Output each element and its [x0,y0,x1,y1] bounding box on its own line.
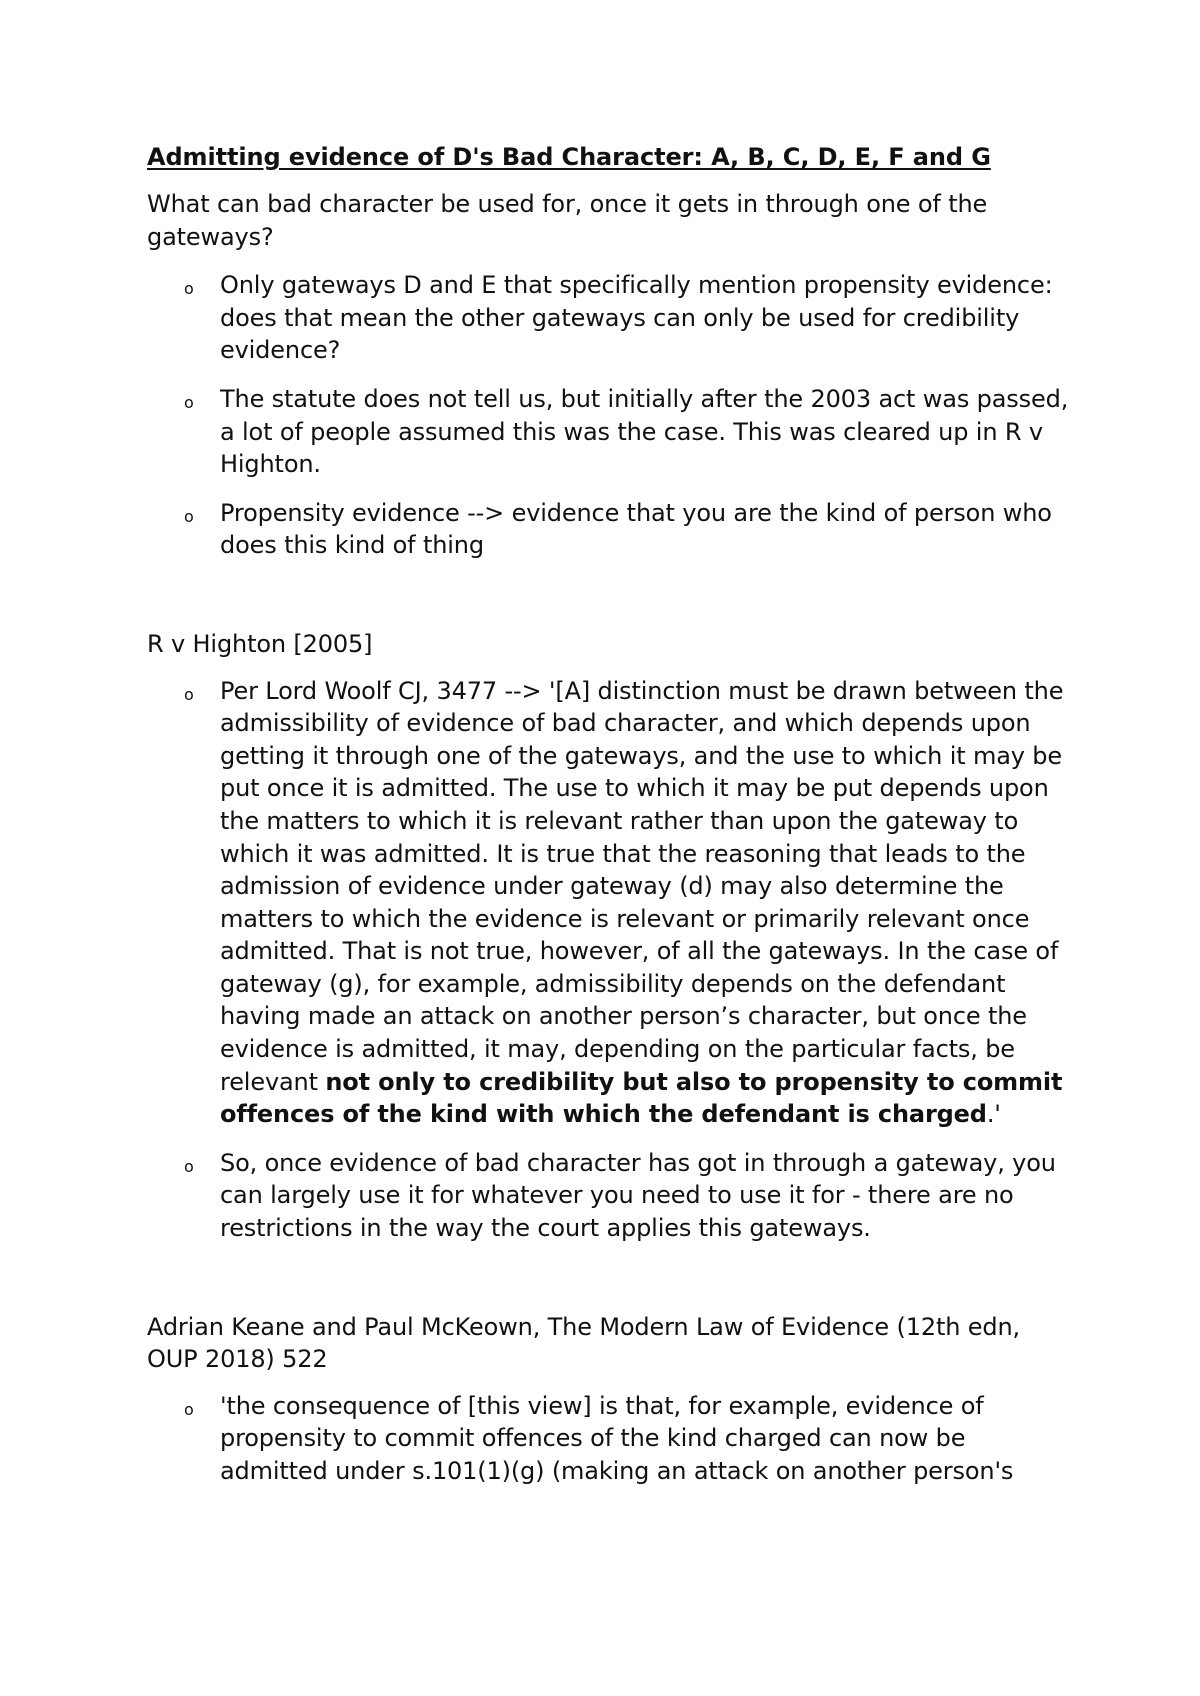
highton-bullet-list [147,675,1077,1245]
keane-bullet-list [147,1390,1077,1488]
bullet-marker-icon: o [184,279,194,299]
bullet-marker-icon: o [184,392,194,412]
quote-closing: .' [986,1100,1001,1129]
list-item-text: Only gateways D and E that specifically mention propensity evidence: does that mean the other gateways can only be used for credibility evidence? [220,271,1053,365]
list-item-text: Propensity evidence --> evidence that you are the kind of person who does this kind of thing [220,498,1052,560]
list-item [147,1147,1077,1245]
list-item [147,1390,1077,1488]
list-item [147,269,1077,367]
highton-quote [220,677,1063,1129]
highton-heading: R v Highton [2005] [147,629,373,658]
list-item [147,497,1077,562]
bullet-marker-icon: o [184,1156,194,1176]
page-title: Admitting evidence of D's Bad Character: A, B, C, D, E, F and G [147,143,991,171]
list-item [147,383,1077,481]
bullet-marker-icon: o [184,1399,194,1419]
bullet-marker-icon: o [184,684,194,704]
list-item [147,675,1077,1131]
list-item-text: 'the consequence of [this view] is that, for example, evidence of propensity to commit offences of the kind charged can now be admitted under s.101(1)(g) (making an attack on another person's [220,1391,1014,1485]
intro-question: What can bad character be used for, once it gets in through one of the gateways? [147,190,988,251]
intro-bullet-list [147,269,1077,562]
document-body [147,141,1077,1488]
list-item-text: So, once evidence of bad character has got in through a gateway, you can largely use it for whatever you need to use it for - there are no restrictions in the way the court applies this gateways. [220,1148,1056,1243]
quote-bold-text: not only to credibility but also to propensity to commit offences of the kind with which the defendant is charged [220,1067,1063,1129]
keane-heading: Adrian Keane and Paul McKeown, The Modern Law of Evidence (12th edn, OUP 2018) 522 [147,1312,1020,1374]
bullet-marker-icon: o [184,506,194,526]
quote-text: Per Lord Woolf CJ, 3477 --> '[A] distinction must be drawn between the admissibility of evidence of bad character, and which depends upon getting it through one of the gateways, and the use to which it may be put once it is admitted. The use to which it may be put depends upon the matters to which it is relevant rather than upon the gateway to which it was admitted. It is true that the reasoning that leads to the admission of evidence under gateway (d) may also determine the matters to which the evidence is relevant or primarily relevant once admitted. That is not true, however, of all the gateways. In the case of gateway (g), for example, admissibility depends on the defendant having made an attack on another person’s character, but once the evidence is admitted, it may, depending on the particular facts, be relevant [220,676,1064,1096]
list-item-text: The statute does not tell us, but initially after the 2003 act was passed, a lot of people assumed this was the case. This was cleared up in R v Highton. [220,384,1069,479]
